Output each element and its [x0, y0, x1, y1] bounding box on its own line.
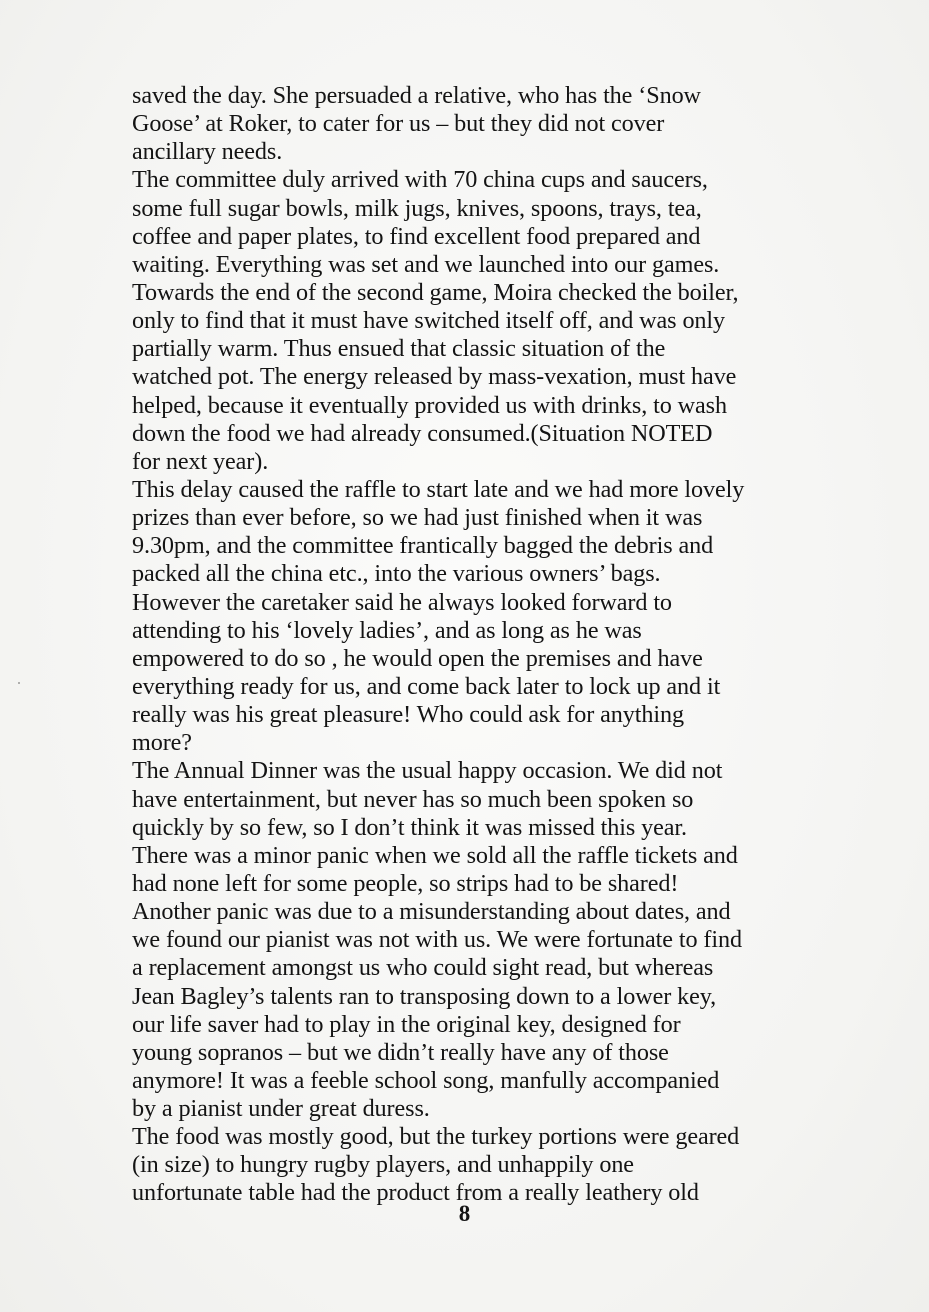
text-line: have entertainment, but never has so much been spoken so	[132, 785, 694, 813]
scan-speck	[18, 682, 20, 684]
text-line: 9.30pm, and the committee frantically bagged the debris and	[132, 532, 714, 560]
text-line: The food was mostly good, but the turkey portions were geared	[132, 1123, 740, 1151]
text-line: empowered to do so , he would open the premises and have	[132, 644, 703, 672]
text-line: our life saver had to play in the original key, designed for	[132, 1010, 681, 1038]
text-line: coffee and paper plates, to find excellent food prepared and	[132, 222, 701, 250]
text-line: Another panic was due to a misunderstanding about dates, and	[132, 898, 731, 926]
text-line: attending to his ‘lovely ladies’, and as long as he was	[132, 616, 642, 644]
page-number: 8	[458, 1201, 471, 1226]
text-line: (in size) to hungry rugby players, and unhappily one	[132, 1151, 634, 1179]
text-line: Towards the end of the second game, Moira checked the boiler,	[132, 278, 739, 306]
text-line: really was his great pleasure! Who could ask for anything	[132, 701, 685, 729]
text-line: some full sugar bowls, milk jugs, knives, spoons, trays, tea,	[132, 194, 702, 222]
text-line: There was a minor panic when we sold all the raffle tickets and	[132, 841, 738, 869]
text-line: helped, because it eventually provided us with drinks, to wash	[132, 391, 727, 419]
text-line: packed all the china etc., into the various owners’ bags.	[132, 560, 661, 588]
text-line: waiting. Everything was set and we launched into our games.	[132, 250, 720, 278]
text-line: by a pianist under great duress.	[132, 1095, 430, 1123]
text-line: watched pot. The energy released by mass-vexation, must have	[132, 363, 737, 391]
text-line: had none left for some people, so strips had to be shared!	[132, 869, 679, 897]
text-line: unfortunate table had the product from a really leathery old	[132, 1179, 699, 1207]
text-line: The Annual Dinner was the usual happy occasion. We did not	[132, 757, 723, 785]
text-line: down the food we had already consumed.(Situation NOTED	[132, 419, 713, 447]
text-line: a replacement amongst us who could sight read, but whereas	[132, 954, 714, 982]
text-line: prizes than ever before, so we had just finished when it was	[132, 504, 703, 532]
text-line: The committee duly arrived with 70 china cups and saucers,	[132, 166, 708, 194]
text-line: we found our pianist was not with us. We were fortunate to find	[132, 926, 742, 954]
text-line: ancillary needs.	[132, 138, 283, 166]
body-text	[132, 82, 812, 1208]
text-line: for next year).	[132, 447, 269, 475]
text-line: only to find that it must have switched itself off, and was only	[132, 307, 726, 335]
text-line: However the caretaker said he always looked forward to	[132, 588, 672, 616]
text-line: anymore! It was a feeble school song, manfully accompanied	[132, 1066, 720, 1094]
text-line: everything ready for us, and come back later to lock up and it	[132, 672, 721, 700]
text-line: Jean Bagley’s talents ran to transposing down to a lower key,	[132, 982, 717, 1010]
text-line: more?	[132, 729, 192, 757]
text-line: young sopranos – but we didn’t really have any of those	[132, 1038, 669, 1066]
text-line: Goose’ at Roker, to cater for us – but they did not cover	[132, 110, 665, 138]
text-line: This delay caused the raffle to start late and we had more lovely	[132, 475, 745, 503]
text-line: partially warm. Thus ensued that classic situation of the	[132, 335, 666, 363]
text-line: quickly by so few, so I don’t think it was missed this year.	[132, 813, 687, 841]
text-line: saved the day. She persuaded a relative, who has the ‘Snow	[132, 82, 701, 109]
